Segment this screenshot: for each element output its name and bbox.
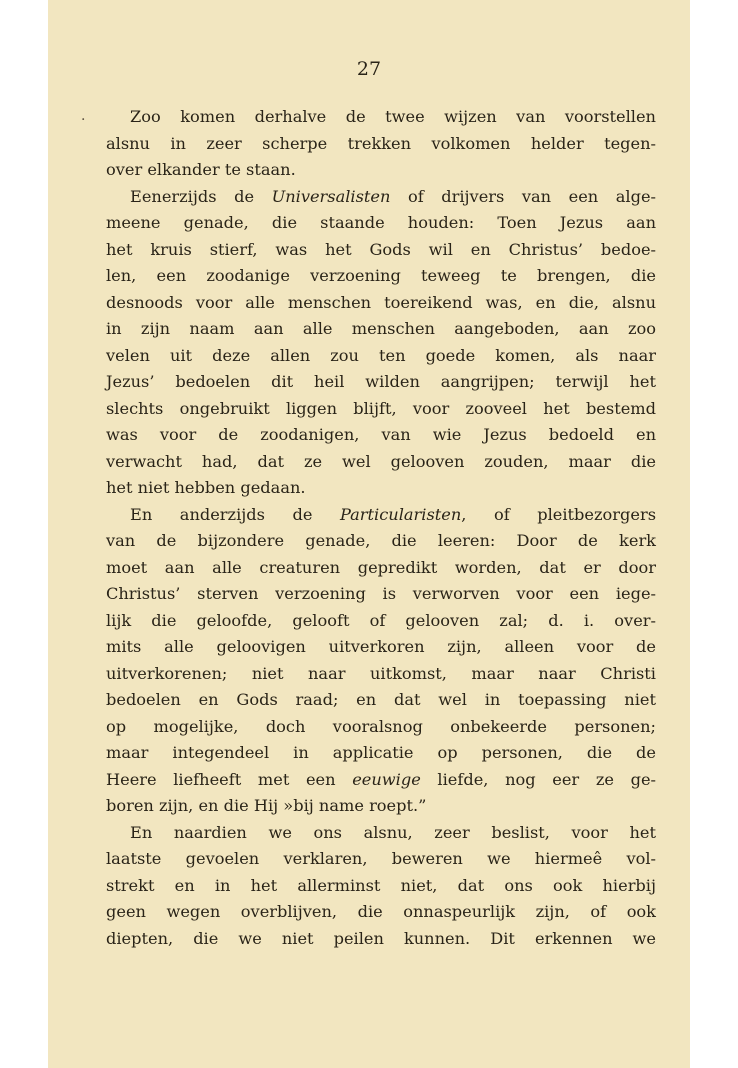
text-line: maar integendeel in applicatie op personen, die de — [106, 743, 656, 762]
text-line: in zijn naam aan alle menschen aangeboden, aan zoo — [106, 319, 656, 338]
text-line: alsnu in zeer scherpe trekken volkomen helder tegen- — [106, 133, 656, 153]
body-text — [106, 104, 656, 952]
text-line: Jezus’ bedoelen dit heil wilden aangrijpen; terwijl het — [106, 372, 656, 391]
text-line: slechts ongebruikt liggen blijft, voor zooveel het bestemd — [106, 398, 656, 418]
text-line: Zoo komen derhalve de twee wijzen van voorstellen — [130, 107, 656, 126]
italic-term: eeuwige — [352, 769, 421, 789]
text-line: moet aan alle creaturen gepredikt worden, dat er door — [106, 557, 656, 577]
text-line: En naardien we ons alsnu, zeer beslist, voor het — [130, 822, 656, 842]
paragraph — [106, 820, 656, 953]
text-line: lijk die geloofde, gelooft of gelooven zal; d. i. over- — [106, 610, 656, 630]
paragraph — [106, 104, 656, 184]
text-line: meene genade, die staande houden: Toen Jezus aan — [106, 213, 656, 232]
paragraph — [106, 184, 656, 502]
text-line: len, een zoodanige verzoening teweeg te brengen, die — [106, 266, 656, 285]
text-line: Christus’ sterven verzoening is verworven voor een iege- — [106, 584, 656, 603]
text-line: het niet hebben gedaan. — [106, 478, 306, 497]
text-line: uitverkorenen; niet naar uitkomst, maar naar Christi — [106, 663, 656, 683]
text-line: En anderzijds de Particularisten, of pleitbezorgers — [130, 504, 656, 524]
text-line: velen uit deze allen zou ten goede komen, als naar — [106, 345, 656, 365]
text-line: geen wegen overblijven, die onnaspeurlijk zijn, of ook — [106, 902, 656, 921]
text-line: boren zijn, en die Hij »bij name roept.” — [106, 796, 427, 815]
italic-term: Particularisten — [339, 504, 462, 524]
text-line: verwacht had, dat ze wel gelooven zouden, maar die — [106, 451, 656, 471]
text-line: was voor de zoodanigen, van wie Jezus bedoeld en — [106, 425, 656, 444]
text-line: bedoelen en Gods raad; en dat wel in toepassing niet — [106, 690, 656, 709]
page-number: 27 — [356, 58, 382, 80]
stray-mark: · — [81, 112, 86, 128]
text-line: op mogelijke, doch vooralsnog onbekeerde personen; — [106, 716, 656, 736]
text-line: desnoods voor alle menschen toereikend was, en die, alsnu — [106, 292, 656, 312]
paragraph — [106, 502, 656, 820]
book-page — [48, 0, 690, 1068]
italic-term: Universalisten — [271, 186, 391, 206]
text-line: diepten, die we niet peilen kunnen. Dit erkennen we — [106, 928, 656, 948]
text-line: strekt en in het allerminst niet, dat ons ook hierbij — [106, 875, 656, 895]
text-line: Eenerzijds de Universalisten of drijvers van een alge- — [130, 186, 656, 206]
text-line: het kruis stierf, was het Gods wil en Christus’ bedoe- — [106, 239, 656, 259]
text-line: mits alle geloovigen uitverkoren zijn, alleen voor de — [106, 637, 656, 656]
text-line: laatste gevoelen verklaren, beweren we hiermeê vol- — [106, 849, 656, 868]
text-line: van de bijzondere genade, die leeren: Door de kerk — [106, 531, 656, 550]
text-line: over elkander te staan. — [106, 160, 296, 179]
text-line: Heere liefheeft met een eeuwige liefde, nog eer ze ge- — [106, 769, 656, 789]
